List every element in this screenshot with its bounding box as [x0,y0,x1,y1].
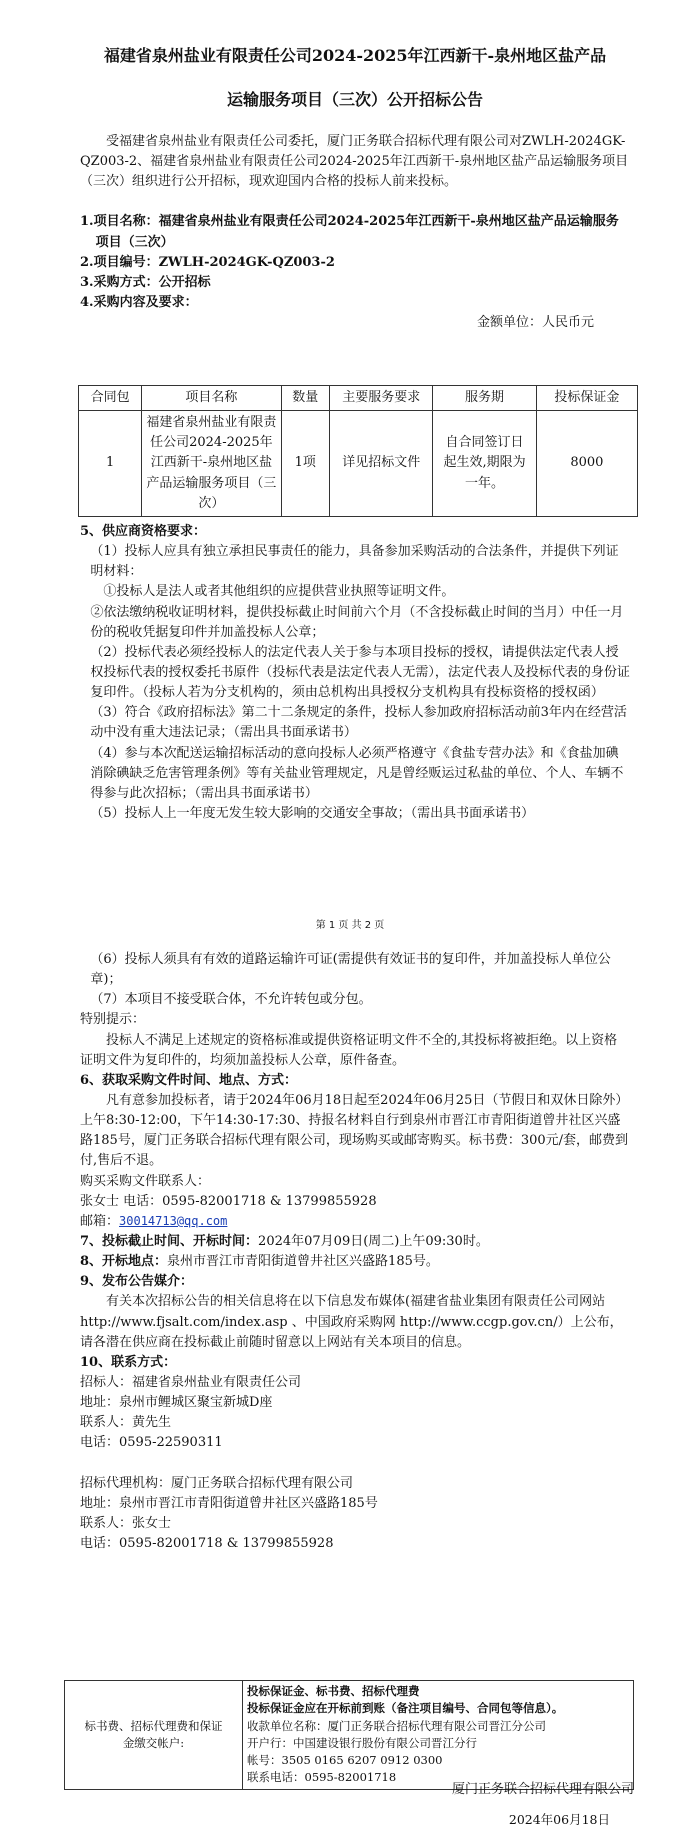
fee-details [243,1681,634,1790]
intro-paragraph: 受福建省泉州盐业有限责任公司委托，厦门正务联合招标代理有限公司对ZWLH-2024GK-QZ003-2、福建省泉州盐业有限责任公司2024-2025年江西新干-泉州地区盐产品运输服务项目（三次）组织进行公开招标，现欢迎国内合格的投标人前来投标。 [80,134,629,190]
th-project-name: 项目名称 [142,386,281,411]
item-project-name: 1.项目名称：福建省泉州盐业有限责任公司2024-2025年江西新干-泉州地区盐产品运输服务项目（三次） [80,214,619,250]
signature-date: 2024年06月18日 [508,1812,610,1827]
qual-item-6: （6）投标人须具有有效的道路运输许可证(需提供有效证书的复印件，并加盖投标人单位公章)； [90,952,611,988]
deadline-value: 2024年07月09日(周二)上午09:30时。 [258,1233,489,1249]
fee-line1: 投标保证金、标书费、招标代理费 [247,1684,420,1698]
agent-person: 联系人：张女士 [80,1515,172,1531]
qual-heading: 5、供应商资格要求： [80,524,207,539]
obtain-email-line [80,1212,630,1232]
fee-line3: 收款单位名称：厦门正务联合招标代理有限公司晋江分公司 [247,1718,546,1733]
th-package: 合同包 [79,386,142,411]
fee-left-label: 标书费、招标代理费和保证金缴交帐户: [65,1681,243,1790]
fee-line5: 帐号：3505 0165 6207 0912 0300 [247,1753,443,1767]
obtain-text: 凡有意参加投标者，请于2024年06月18日起至2024年06月25日（节假日和双休日除外）上午8:30-12:00，下午14:30-17:30、持报名材料自行到泉州市晋江市青阳街道曾井社区兴盛路185号，厦门正务联合招标代理有限公司，现场购买或邮寄购买。标书费：300元/套，邮费到付,售后不退。 [80,1092,629,1169]
procurement-table-wrap [78,385,638,517]
deadline-line [80,1232,630,1252]
fee-table-wrap [64,1680,634,1790]
email-link[interactable]: 30014713@qq.com [119,1213,228,1228]
deadline-label: 7、投标截止时间、开标时间： [80,1233,259,1249]
agent-tel: 电话：0595-82001718 & 13799855928 [80,1535,334,1551]
agent-address: 地址：泉州市晋江市青阳街道曾井社区兴盛路185号 [80,1495,378,1511]
buyer-person: 联系人：黄先生 [80,1415,172,1431]
contact-heading: 10、联系方式： [80,1354,177,1370]
buyer-tel: 电话：0595-22590311 [80,1435,223,1451]
doc-title-line1: 福建省泉州盐业有限责任公司2024-2025年江西新干-泉州地区盐产品 [103,46,607,65]
fee-line2: 投标保证金应在开标前到账（备注项目编号、合同包等信息）。 [247,1701,564,1716]
media-text: 有关本次招标公告的相关信息将在以下信息发布媒体(福建省盐业集团有限责任公司网站 http://www.fjsalt.com/index.asp 、中国政府采购网 http://www.ccgp.gov.cn/）上公布，请各潜在供应商在投标截止前随时留意以上网站有关本项目的信息。 [80,1294,623,1350]
item-project-number: 2.项目编号：ZWLH-2024GK-QZ003-2 [80,254,335,270]
th-deposit: 投标保证金 [536,386,637,411]
signature-company: 厦门正务联合招标代理有限公司 [451,1782,634,1797]
table-row [79,411,638,517]
obtain-contact-label: 购买采购文件联系人： [80,1173,211,1189]
th-service-req: 主要服务要求 [330,386,433,411]
page-one [80,34,630,333]
td-project-name: 福建省泉州盐业有限责任公司2024-2025年江西新干-泉州地区盐产品运输服务项目（三次） [142,411,281,517]
qual-item-4: （4）参与本次配送运输招标活动的意向投标人必须严格遵守《食盐专营办法》和《食盐加碘消除碘缺乏危害管理条例》等有关盐业管理规定，凡是曾经贩运过私盐的单位、个人、车辆不得参与此次招标；（需出具书面承诺书） [90,745,624,801]
td-deposit: 8000 [536,411,637,517]
table-header-row [79,386,638,411]
fee-row [65,1681,634,1790]
agent-name: 招标代理机构：厦门正务联合招标代理有限公司 [80,1475,354,1491]
qual-item-1b: ②依法缴纳税收证明材料，提供投标截止时间前六个月（不含投标截止时间的当月）中任一月份的税收凭据复印件并加盖投标人公章； [90,604,624,640]
fee-account-table [64,1680,634,1790]
qual-item-3: （3）符合《政府招标法》第二十二条规定的条件，投标人参加政府招标活动前3年内在经营活动中没有重大违法记录；（需出具书面承诺书） [90,705,627,741]
email-label: 邮箱： [80,1213,120,1229]
venue-value: 泉州市晋江市青阳街道曾井社区兴盛路185号。 [167,1254,439,1270]
qual-item-5: （5）投标人上一年度无发生较大影响的交通安全事故；（需出具书面承诺书） [90,805,535,821]
item-content: 4.采购内容及要求： [80,294,198,310]
td-quantity: 1项 [281,411,330,517]
qual-item-1a: ①投标人是法人或者其他组织的应提供营业执照等证明文件。 [103,584,455,600]
table-unit: 金额单位：人民币元 [476,315,594,331]
fee-line6: 联系电话：0595-82001718 [247,1770,397,1785]
obtain-contact: 张女士 电话：0595-82001718 & 13799855928 [80,1193,377,1209]
qual-item-2: （2）投标代表必须经投标人的法定代表人关于参与本项目投标的授权，请提供法定代表人授权投标代表的授权委托书原件（投标代表是法定代表人无需），法定代表人及投标代表的身份证复印件。（投标人若为分支机构的，须由总机构出具授权分支机构具有投标资格的授权函） [90,644,630,701]
fee-line4: 开户行：中国建设银行股份有限公司晋江分行 [247,1735,477,1750]
item-method: 3.采购方式：公开招标 [80,274,211,290]
td-service-req: 详见招标文件 [330,411,433,517]
qual-item-7: （7）本项目不接受联合体，不允许转包或分包。 [90,992,372,1008]
buyer-address: 地址：泉州市鲤城区聚宝新城D座 [80,1395,273,1411]
td-service-period: 自合同签订日起生效,期限为一年。 [433,411,536,517]
venue-label: 8、开标地点： [80,1254,168,1270]
tip-text: 投标人不满足上述规定的资格标准或提供资格证明文件不全的,其投标将被拒绝。以上资格证明文件为复印件的，均须加盖投标人公章，原件备查。 [80,1032,618,1068]
th-service-period: 服务期 [433,386,536,411]
page-footer-1: 第 1 页 共 2 页 [315,920,385,931]
qual-item-1: （1）投标人应具有独立承担民事责任的能力，具备参加采购活动的合法条件，并提供下列证明材料： [90,544,619,580]
doc-title-line2: 运输服务项目（三次）公开招标公告 [226,90,483,109]
venue-line [80,1252,630,1272]
buyer-name: 招标人：福建省泉州盐业有限责任公司 [80,1374,302,1390]
qualification-section [80,522,630,824]
td-package: 1 [79,411,142,517]
th-quantity: 数量 [281,386,330,411]
media-heading: 9、发布公告媒介： [80,1274,194,1290]
procurement-table [78,385,638,517]
obtain-heading: 6、获取采购文件时间、地点、方式： [80,1072,298,1088]
tip-label: 特别提示： [80,1012,146,1028]
page-two [80,950,630,1554]
